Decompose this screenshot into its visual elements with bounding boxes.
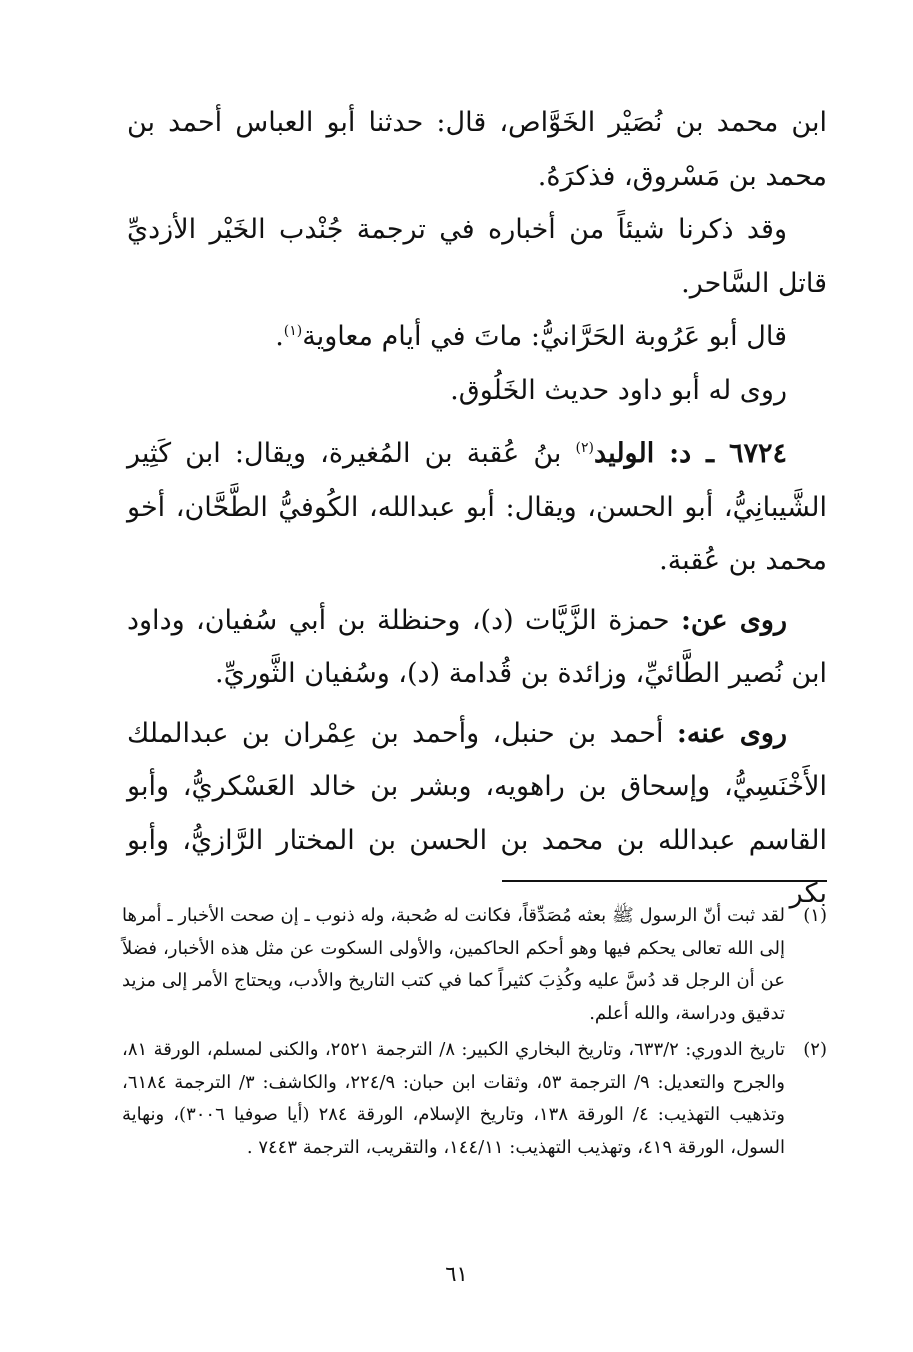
footnote-1 [122, 900, 827, 1030]
paragraph-death-note [127, 310, 827, 364]
entry-6724 [127, 427, 827, 588]
death-note-end: . [275, 321, 284, 352]
narrated-from-label: روى عن: [680, 604, 787, 636]
paragraph-continuation: ابن محمد بن نُصَيْر الخَوَّاص، قال: حدثنا أبو العباس أحمد بن محمد بن مَسْروق، فذكرَهُ. [127, 107, 827, 192]
narrated-by [127, 707, 827, 921]
death-note-text: قال أبو عَرُوبة الحَرَّانيُّ: ماتَ في أيام معاوية [302, 321, 787, 352]
main-text [127, 96, 827, 921]
page-number: ٦١ [445, 1262, 468, 1286]
narrated-by-text: أحمد بن حنبل، وأحمد بن عِمْران بن عبدالملك الأَخْنَسِيُّ، وإسحاق بن راهويه، وبشر بن خالد العَسْكريُّ، وأبو القاسم عبدالله بن محمد بن الحسن بن المختار الرَّازيُّ، وأبو بكر [127, 717, 827, 909]
entry-number: ٦٧٢٤ ـ د: الوليد [594, 438, 788, 469]
footnotes [122, 900, 827, 1168]
footnote-ref-1: (١) [283, 323, 303, 339]
footnote-text: لقد ثبت أنّ الرسول ﷺ بعثه مُصَدِّقاً، فكانت له صُحبة، وله ذنوب ـ إن صحت الأخبار ـ أمرها إلى الله تعالى يحكم فيها وهو أحكم الحاكمين، والأولى السكوت عن مثل هذه الأخبار، فضلاً عن أن الرجل قد دُسَّ عليه وكُذِبَ كثيراً كما في كتب التاريخ والأدب، ويحتاج الأمر إلى مزيد تدقيق ودراسة، والله أعلم. [122, 905, 785, 1024]
narrated-from-text: حمزة الزَّيَّات (د)، وحنظلة بن أبي سُفيان، وداود ابن نُصير الطَّائيِّ، وزائدة بن قُدامة (د)، وسُفيان الثَّوريِّ. [127, 604, 827, 689]
entry-text: بنُ عُقبة بن المُغيرة، ويقال: ابن كَثِير الشَّيبانِيُّ، أبو الحسن، ويقال: أبو عبدالله، الكُوفيُّ الطَّحَّان، أخو محمد بن عُقبة. [127, 438, 827, 576]
footnote-2 [122, 1034, 827, 1164]
footnote-text: تاريخ الدوري: ٦٣٣/٢، وتاريخ البخاري الكبير: ٨/ الترجمة ٢٥٢١، والكنى لمسلم، الورقة ٨١، والجرح والتعديل: ٩/ الترجمة ٥٣، وثقات ابن حبان: ٢٢٤/٩، والكاشف: ٣/ الترجمة ٦١٨٤، وتذهيب التهذيب: ٤/ الورقة ١٣٨، وتاريخ الإسلام، الورقة ٢٨٤ (أيا صوفيا ٣٠٠٦)، ونهاية السول، الورقة ٤١٩، وتهذيب التهذيب: ١٤٤/١١، والتقريب، الترجمة ٧٤٤٣ . [122, 1039, 786, 1158]
paragraph-jundub-reference: وقد ذكرنا شيئاً من أخباره في ترجمة جُنْدب الخَيْر الأزديِّ قاتل السَّاحر. [127, 214, 827, 299]
narrated-by-label: روى عنه: [676, 717, 788, 749]
footnote-number: (٢) [803, 1039, 827, 1060]
footnote-divider [502, 880, 827, 882]
narrated-from [127, 594, 827, 701]
paragraph-abu-dawud: روى له أبو داود حديث الخَلُوق. [450, 374, 787, 406]
footnote-ref-2: (٢) [575, 440, 594, 456]
footnote-number: (١) [803, 905, 827, 926]
